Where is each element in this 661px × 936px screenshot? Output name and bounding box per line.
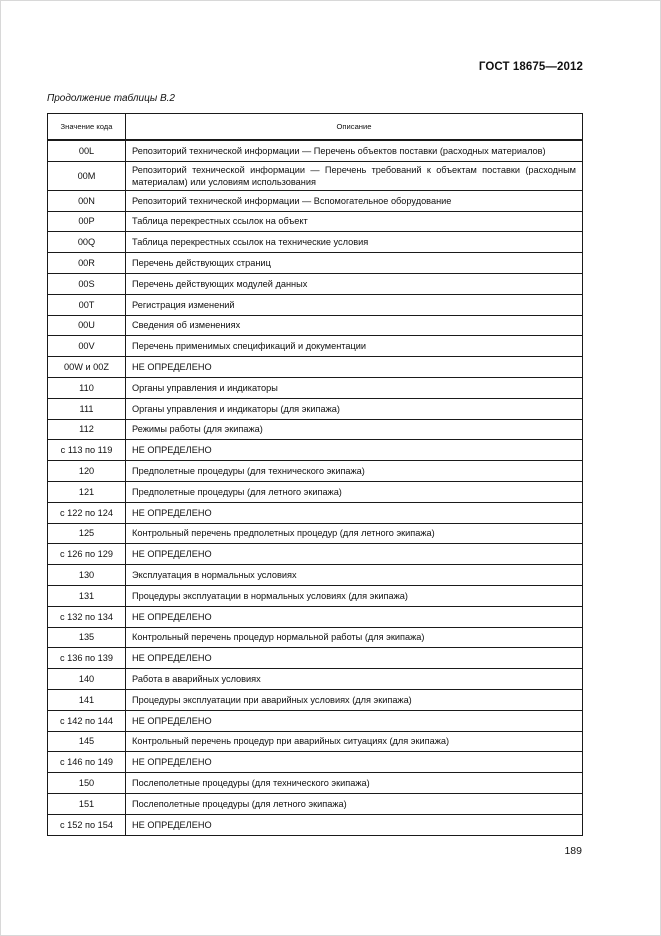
table-row — [48, 419, 583, 440]
table-row — [48, 731, 583, 752]
code-cell: с 142 по 144 — [48, 710, 126, 731]
description-cell: Послеполетные процедуры (для летного экипажа) — [126, 793, 583, 814]
table-row — [48, 315, 583, 336]
table-row — [48, 440, 583, 461]
table-header-row — [48, 114, 583, 141]
description-cell: Репозиторий технической информации — Перечень требований к объектам поставки (расходным материалам) или условиям использования — [126, 161, 583, 190]
table-row — [48, 565, 583, 586]
code-cell: 00U — [48, 315, 126, 336]
column-header-code: Значение кода — [48, 114, 126, 141]
table-row — [48, 211, 583, 232]
code-cell: 00V — [48, 336, 126, 357]
description-cell: Регистрация изменений — [126, 294, 583, 315]
description-cell: НЕ ОПРЕДЕЛЕНО — [126, 440, 583, 461]
code-cell: с 136 по 139 — [48, 648, 126, 669]
table-row — [48, 502, 583, 523]
table-row — [48, 481, 583, 502]
table-row — [48, 336, 583, 357]
description-cell: Эксплуатация в нормальных условиях — [126, 565, 583, 586]
table-row — [48, 627, 583, 648]
description-cell: Контрольный перечень процедур при аварийных ситуациях (для экипажа) — [126, 731, 583, 752]
table-row — [48, 190, 583, 211]
standard-designation: ГОСТ 18675—2012 — [478, 61, 583, 73]
description-cell: НЕ ОПРЕДЕЛЕНО — [126, 710, 583, 731]
code-cell: 151 — [48, 793, 126, 814]
code-cell: 00N — [48, 190, 126, 211]
description-cell: Перечень действующих страниц — [126, 253, 583, 274]
code-cell: 00S — [48, 273, 126, 294]
code-cell: 00M — [48, 161, 126, 190]
code-cell: 00P — [48, 211, 126, 232]
description-cell: НЕ ОПРЕДЕЛЕНО — [126, 357, 583, 378]
table-row — [48, 253, 583, 274]
page-number: 189 — [564, 845, 582, 857]
table-row — [48, 606, 583, 627]
table-row — [48, 523, 583, 544]
table-row — [48, 710, 583, 731]
code-cell: с 126 по 129 — [48, 544, 126, 565]
code-cell: с 113 по 119 — [48, 440, 126, 461]
code-cell: с 122 по 124 — [48, 502, 126, 523]
table-row — [48, 689, 583, 710]
description-cell: Послеполетные процедуры (для технического экипажа) — [126, 773, 583, 794]
description-cell: Таблица перекрестных ссылок на объект — [126, 211, 583, 232]
description-cell: НЕ ОПРЕДЕЛЕНО — [126, 752, 583, 773]
code-cell: 00Q — [48, 232, 126, 253]
table-row — [48, 398, 583, 419]
table-row — [48, 357, 583, 378]
table-row — [48, 669, 583, 690]
description-cell: Репозиторий технической информации — Вспомогательное оборудование — [126, 190, 583, 211]
description-cell: Таблица перекрестных ссылок на технические условия — [126, 232, 583, 253]
description-cell: Процедуры эксплуатации при аварийных условиях (для экипажа) — [126, 689, 583, 710]
code-cell: 111 — [48, 398, 126, 419]
description-cell: НЕ ОПРЕДЕЛЕНО — [126, 502, 583, 523]
code-cell: 135 — [48, 627, 126, 648]
table-row — [48, 585, 583, 606]
code-cell: 141 — [48, 689, 126, 710]
code-cell: 130 — [48, 565, 126, 586]
table-body — [48, 140, 583, 835]
code-cell: с 146 по 149 — [48, 752, 126, 773]
code-cell: с 132 по 134 — [48, 606, 126, 627]
code-cell: 145 — [48, 731, 126, 752]
description-cell: Работа в аварийных условиях — [126, 669, 583, 690]
code-table — [47, 113, 583, 836]
code-cell: 110 — [48, 377, 126, 398]
table-row — [48, 752, 583, 773]
code-cell: 120 — [48, 461, 126, 482]
table-row — [48, 814, 583, 835]
description-cell: Предполетные процедуры (для технического экипажа) — [126, 461, 583, 482]
description-cell: Контрольный перечень предполетных процедур (для летного экипажа) — [126, 523, 583, 544]
description-cell: Перечень действующих модулей данных — [126, 273, 583, 294]
code-cell: 131 — [48, 585, 126, 606]
column-header-description: Описание — [126, 114, 583, 141]
code-cell: 121 — [48, 481, 126, 502]
code-cell: 150 — [48, 773, 126, 794]
table-row — [48, 273, 583, 294]
code-cell: с 152 по 154 — [48, 814, 126, 835]
description-cell: Органы управления и индикаторы (для экипажа) — [126, 398, 583, 419]
description-cell: Предполетные процедуры (для летного экипажа) — [126, 481, 583, 502]
description-cell: Репозиторий технической информации — Перечень объектов поставки (расходных материалов) — [126, 140, 583, 161]
description-cell: НЕ ОПРЕДЕЛЕНО — [126, 814, 583, 835]
code-cell: 112 — [48, 419, 126, 440]
description-cell: Органы управления и индикаторы — [126, 377, 583, 398]
table-row — [48, 140, 583, 161]
table-caption: Продолжение таблицы В.2 — [47, 93, 175, 104]
table-row — [48, 294, 583, 315]
table-row — [48, 773, 583, 794]
table-row — [48, 461, 583, 482]
description-cell: Контрольный перечень процедур нормальной работы (для экипажа) — [126, 627, 583, 648]
description-cell: Режимы работы (для экипажа) — [126, 419, 583, 440]
table-row — [48, 544, 583, 565]
description-cell: НЕ ОПРЕДЕЛЕНО — [126, 544, 583, 565]
description-cell: НЕ ОПРЕДЕЛЕНО — [126, 606, 583, 627]
table-row — [48, 232, 583, 253]
code-cell: 140 — [48, 669, 126, 690]
description-cell: Процедуры эксплуатации в нормальных условиях (для экипажа) — [126, 585, 583, 606]
code-cell: 00L — [48, 140, 126, 161]
table-row — [48, 793, 583, 814]
table-row — [48, 377, 583, 398]
description-cell: Сведения об изменениях — [126, 315, 583, 336]
code-cell: 00T — [48, 294, 126, 315]
table-row — [48, 161, 583, 190]
code-cell: 125 — [48, 523, 126, 544]
table-row — [48, 648, 583, 669]
code-cell: 00W и 00Z — [48, 357, 126, 378]
description-cell: НЕ ОПРЕДЕЛЕНО — [126, 648, 583, 669]
description-cell: Перечень применимых спецификаций и документации — [126, 336, 583, 357]
code-cell: 00R — [48, 253, 126, 274]
